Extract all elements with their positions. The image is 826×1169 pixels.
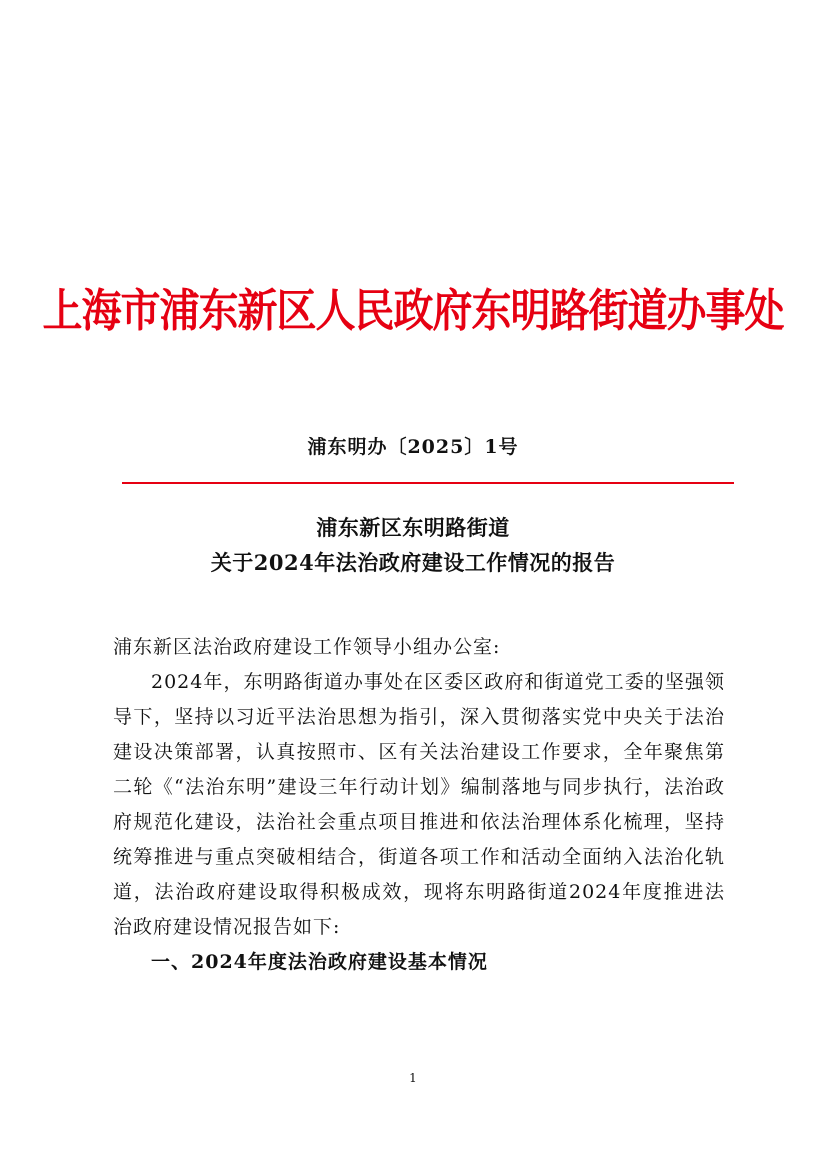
document-title — [0, 510, 826, 580]
body-paragraph: 2024年，东明路街道办事处在区委区政府和街道党工委的坚强领导下，坚持以习近平法治思想为指引，深入贯彻落实党中央关于法治建设决策部署，认真按照市、区有关法治建设工作要求，全年聚焦第二轮《“法治东明”建设三年行动计划》编制落地与同步执行，法治政府规范化建设，法治社会重点项目推进和依法治理体系化梳理，坚持统筹推进与重点突破相结合，街道各项工作和活动全面纳入法治化轨道，法治政府建设取得积极成效，现将东明路街道2024年度推进法治政府建设情况报告如下: — [113, 671, 725, 938]
title-line-2: 关于2024年法治政府建设工作情况的报告 — [210, 550, 616, 575]
red-separator-line — [122, 482, 734, 484]
document-body — [113, 630, 725, 980]
document-number: 浦东明办〔2025〕1号 — [307, 436, 519, 458]
addressee: 浦东新区法治政府建设工作领导小组办公室: — [113, 636, 501, 658]
title-line-1: 浦东新区东明路街道 — [316, 515, 510, 540]
issuing-organization-header: 上海市浦东新区人民政府东明路街道办事处 — [42, 284, 784, 338]
section-heading: 一、2024年度法治政府建设基本情况 — [151, 951, 488, 973]
page-number: 1 — [409, 1071, 417, 1085]
